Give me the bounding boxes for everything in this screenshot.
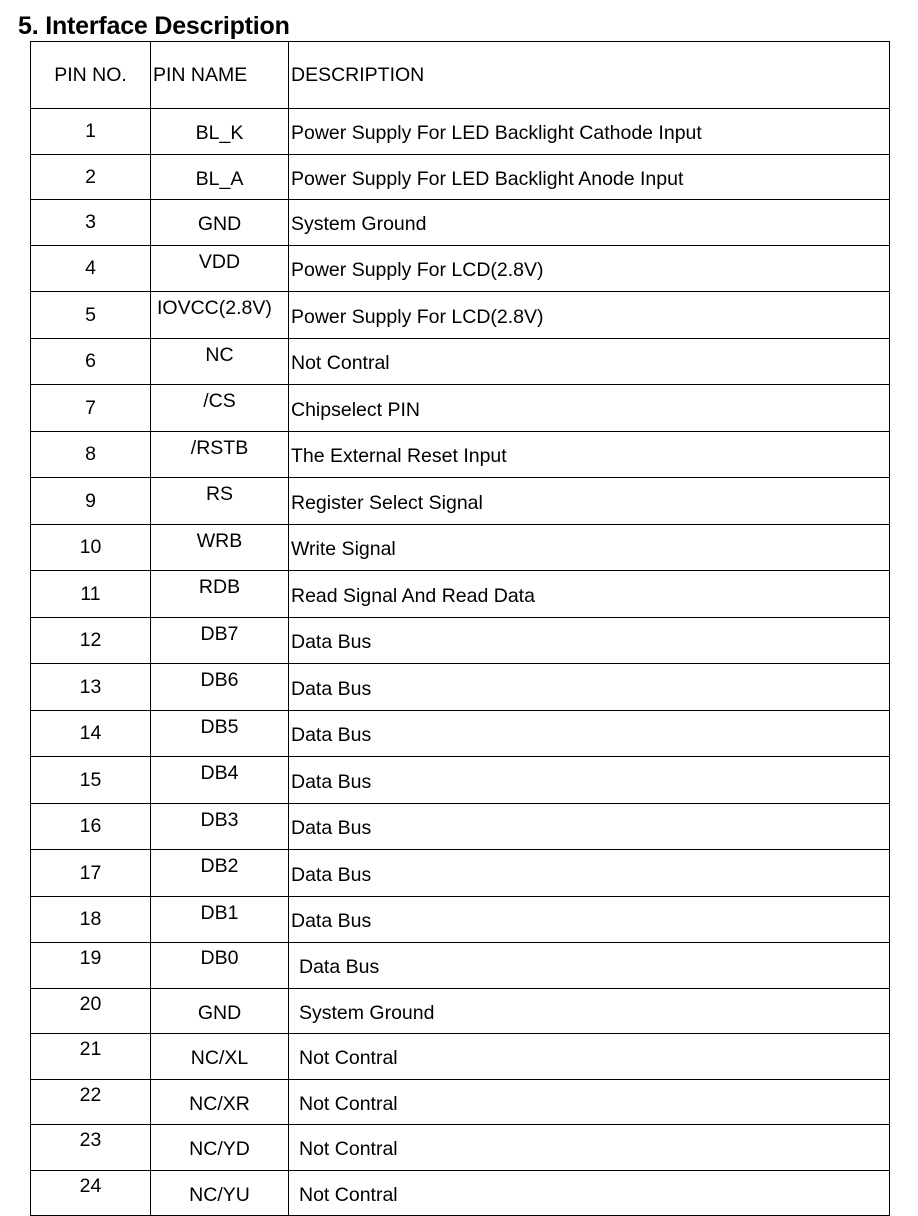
table-row <box>31 803 890 850</box>
pin-description: Not Contral <box>289 1125 890 1171</box>
pin-number: 24 <box>31 1170 151 1216</box>
pin-name: NC <box>151 338 289 385</box>
pin-description: Write Signal <box>289 524 890 571</box>
table-row <box>31 710 890 757</box>
pin-description: Data Bus <box>289 757 890 804</box>
table-row <box>31 757 890 804</box>
pin-number: 18 <box>31 896 151 943</box>
pin-description: The External Reset Input <box>289 431 890 478</box>
table-row <box>31 109 890 155</box>
pin-number: 4 <box>31 245 151 292</box>
pin-number: 5 <box>31 292 151 339</box>
table-row <box>31 431 890 478</box>
pin-number: 22 <box>31 1079 151 1125</box>
pin-description: Chipselect PIN <box>289 385 890 432</box>
pin-name: DB7 <box>151 617 289 664</box>
pin-number: 19 <box>31 943 151 989</box>
table-row <box>31 617 890 664</box>
pin-name: /CS <box>151 385 289 432</box>
pin-name: NC/YD <box>151 1125 289 1171</box>
pin-name: DB0 <box>151 943 289 989</box>
pin-name: RS <box>151 478 289 525</box>
pin-number: 12 <box>31 617 151 664</box>
pin-name: DB4 <box>151 757 289 804</box>
pin-description: Read Signal And Read Data <box>289 571 890 618</box>
interface-table <box>30 41 890 1216</box>
pin-number: 15 <box>31 757 151 804</box>
pin-number: 14 <box>31 710 151 757</box>
table-row <box>31 664 890 711</box>
pin-name: RDB <box>151 571 289 618</box>
header-pin-name: PIN NAME <box>151 42 289 109</box>
pin-description: System Ground <box>289 988 890 1034</box>
pin-description: Data Bus <box>289 710 890 757</box>
pin-description: Data Bus <box>289 617 890 664</box>
pin-name: NC/XL <box>151 1034 289 1080</box>
pin-description: Data Bus <box>289 803 890 850</box>
pin-name: GND <box>151 988 289 1034</box>
table-header-row <box>31 42 890 109</box>
pin-description: Data Bus <box>289 896 890 943</box>
pin-name: IOVCC(2.8V) <box>151 292 289 339</box>
pin-number: 1 <box>31 109 151 155</box>
pin-number: 3 <box>31 200 151 246</box>
table-row <box>31 245 890 292</box>
pin-description: Power Supply For LCD(2.8V) <box>289 292 890 339</box>
table-row <box>31 292 890 339</box>
pin-description: System Ground <box>289 200 890 246</box>
pin-name: NC/XR <box>151 1079 289 1125</box>
pin-number: 20 <box>31 988 151 1034</box>
pin-name: NC/YU <box>151 1170 289 1216</box>
pin-description: Data Bus <box>289 850 890 897</box>
pin-name: DB2 <box>151 850 289 897</box>
pin-number: 17 <box>31 850 151 897</box>
pin-description: Power Supply For LED Backlight Cathode Input <box>289 109 890 155</box>
pin-name: DB6 <box>151 664 289 711</box>
pin-description: Not Contral <box>289 1170 890 1216</box>
table-row <box>31 1079 890 1125</box>
pin-description: Register Select Signal <box>289 478 890 525</box>
pin-number: 21 <box>31 1034 151 1080</box>
section-title: 5. Interface Description <box>18 12 290 40</box>
pin-number: 16 <box>31 803 151 850</box>
pin-name: BL_K <box>151 109 289 155</box>
table-row <box>31 1170 890 1216</box>
pin-description: Data Bus <box>289 943 890 989</box>
pin-number: 9 <box>31 478 151 525</box>
pin-number: 6 <box>31 338 151 385</box>
table-row <box>31 200 890 246</box>
table-row <box>31 571 890 618</box>
pin-description: Not Contral <box>289 1079 890 1125</box>
pin-description: Power Supply For LED Backlight Anode Input <box>289 154 890 200</box>
pin-number: 13 <box>31 664 151 711</box>
pin-name: /RSTB <box>151 431 289 478</box>
pin-name: DB5 <box>151 710 289 757</box>
pin-number: 23 <box>31 1125 151 1171</box>
pin-description: Power Supply For LCD(2.8V) <box>289 245 890 292</box>
pin-number: 10 <box>31 524 151 571</box>
table-row <box>31 385 890 432</box>
pin-description: Not Contral <box>289 1034 890 1080</box>
pin-number: 2 <box>31 154 151 200</box>
pin-number: 7 <box>31 385 151 432</box>
table-row <box>31 1125 890 1171</box>
pin-name: GND <box>151 200 289 246</box>
table-row <box>31 988 890 1034</box>
pin-number: 8 <box>31 431 151 478</box>
header-pin-no: PIN NO. <box>31 42 151 109</box>
table-row <box>31 943 890 989</box>
pin-description: Not Contral <box>289 338 890 385</box>
pin-name: VDD <box>151 245 289 292</box>
pin-description: Data Bus <box>289 664 890 711</box>
table-row <box>31 338 890 385</box>
pin-number: 11 <box>31 571 151 618</box>
table-row <box>31 896 890 943</box>
header-description: DESCRIPTION <box>289 42 890 109</box>
pin-name: BL_A <box>151 154 289 200</box>
table-row <box>31 154 890 200</box>
table-row <box>31 524 890 571</box>
pin-name: DB3 <box>151 803 289 850</box>
pin-name: WRB <box>151 524 289 571</box>
pin-name: DB1 <box>151 896 289 943</box>
table-row <box>31 1034 890 1080</box>
table-row <box>31 850 890 897</box>
table-row <box>31 478 890 525</box>
